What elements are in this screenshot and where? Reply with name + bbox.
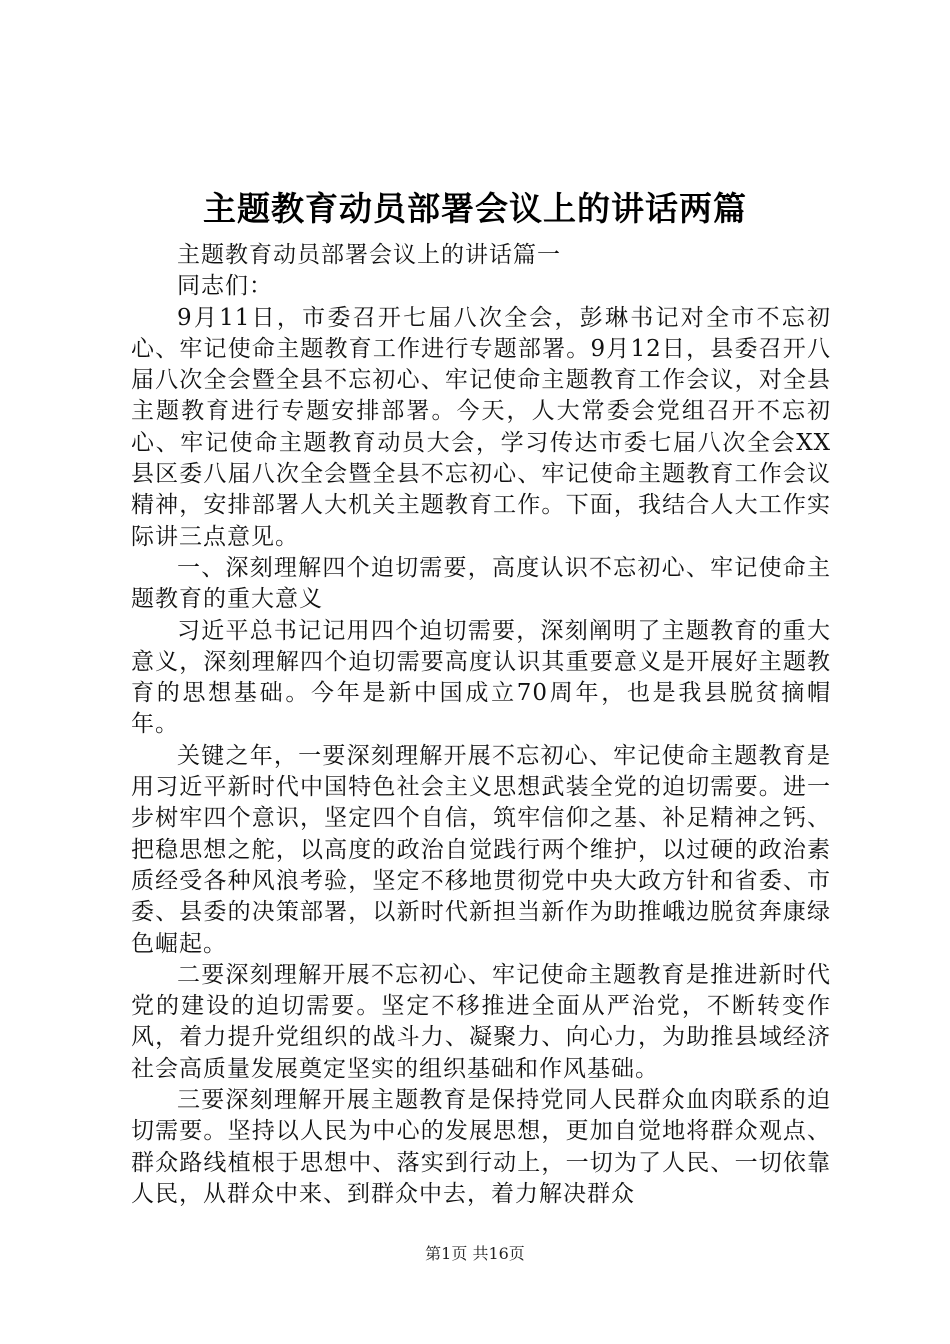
section-heading: 一、深刻理解四个迫切需要，高度认识不忘初心、牢记使命主题教育的重大意义 <box>131 554 831 613</box>
speech-subtitle: 主题教育动员部署会议上的讲话篇一 <box>177 242 561 268</box>
body-paragraph: 二要深刻理解开展不忘初心、牢记使命主题教育是推进新时代党的建设的迫切需要。坚定不移推进全面从严治党，不断转变作风，着力提升党组织的战斗力、凝聚力、向心力，为助推县域经济社会高质量发展奠定坚实的组织基础和作风基础。 <box>131 961 831 1082</box>
document-title: 主题教育动员部署会议上的讲话两篇 <box>203 189 747 228</box>
body-paragraph: 习近平总书记记用四个迫切需要，深刻阐明了主题教育的重大意义，深刻理解四个迫切需要高度认识其重要意义是开展好主题教育的思想基础。今年是新中国成立70周年，也是我县脱贫摘帽年。 <box>131 617 831 738</box>
document-body <box>131 240 831 1210</box>
body-paragraph: 9月11日，市委召开七届八次全会，彭琳书记对全市不忘初心、牢记使命主题教育工作进行专题部署。9月12日，县委召开八届八次全会暨全县不忘初心、牢记使命主题教育工作会议，对全县主题教育进行专题安排部署。今天，人大常委会党组召开不忘初心、牢记使命主题教育动员大会，学习传达市委七届八次全会XX县区委八届八次全会暨全县不忘初心、牢记使命主题教育工作会议精神，安排部署人大机关主题教育工作。下面，我结合人大工作实际讲三点意见。 <box>131 304 831 550</box>
body-paragraph: 关键之年，一要深刻理解开展不忘初心、牢记使命主题教育是用习近平新时代中国特色社会主义思想武装全党的迫切需要。进一步树牢四个意识，坚定四个自信，筑牢信仰之基、补足精神之钙、把稳思想之舵，以高度的政治自觉践行两个维护，以过硬的政治素质经受各种风浪考验，坚定不移地贯彻党中央大政方针和省委、市委、县委的决策部署，以新时代新担当新作为助推峨边脱贫奔康绿色崛起。 <box>131 742 831 957</box>
body-paragraph: 三要深刻理解开展主题教育是保持党同人民群众血肉联系的迫切需要。坚持以人民为中心的发展思想，更加自觉地将群众观点、群众路线植根于思想中、落实到行动上，一切为了人民、一切依靠人民，从群众中来、到群众中去，着力解决群众 <box>131 1087 831 1207</box>
salutation: 同志们： <box>177 273 273 300</box>
page-number-footer: 第1页 共16页 <box>425 1244 525 1263</box>
